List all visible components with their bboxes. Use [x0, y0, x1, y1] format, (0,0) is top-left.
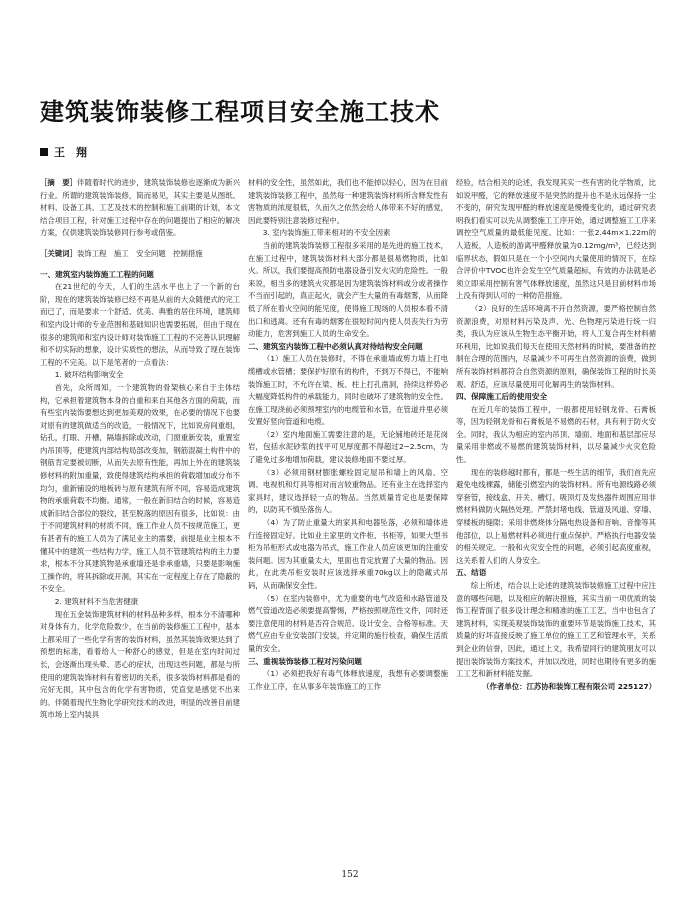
paragraph: 材料的安全性，虽然如此，我们也不能掉以轻心，因为在目前建筑装饰装修工程中，虽然每一种建筑装饰材料所含释发性有害物质的浓度很低，久而久之依然会给人体带来不好的感觉，因此要特别注意装修过程中。 [248, 178, 448, 225]
page-number: 152 [341, 870, 359, 880]
section-heading-3: 三、重视装饰装修工程对污染问题 [248, 656, 362, 666]
column-1 [40, 177, 240, 722]
paragraph: （2）室内地面施工需要注意的是，无论铺地砖还是花岗岩，包括水泥砂浆的找平可见厚度都不得超过2~2.5cm，为了避免过多地增加荷载，建议装修地面不要过厚。 [248, 429, 448, 465]
author-name: 王 翔 [54, 146, 87, 159]
article-title: 建筑装饰装修工程项目安全施工技术 [40, 98, 440, 126]
subheading: 3. 室内装饰施工带来相对的不安全因素 [262, 228, 391, 238]
paragraph: 经验，结合相关的论述，我发现其实一些有害的化学物质，比如说甲醛，它的释放速度不是突然的提升也不是永远保持一尘不变的，研究发现甲醛的释放速度是慢慢变化的，通过研究表明我们看实可以先从调整施工工序开始，通过调整施工工序来调控空气质量的最低能见度。比如：一张2.44m×1.22m的人造板，人造板的游离甲醛释放量为0.12mg/m³，已经达到临界状态，假如只是在一个小空间内大量使用的情况下，在综合评价中TVOC也许会发生空气质量超标，有效的办法就是必须立即采用控制有害气体释放速度，虽然这只是目前材料市场上没有得到认可的一种防范措施。 [456, 178, 656, 301]
section-heading-2: 二、建筑室内装饰工程中必须认真对待结构安全问题 [248, 341, 423, 351]
abstract: ［摘 要］伴随着时代的进步，建筑装饰装修也逐渐成为新兴行业。所谓的建筑装饰装修，简而易见，其实主要是从图纸、材料、设备工具、工艺及技术的控制和施工前期的计划，本文结合项目工程，针对施工过程中存在的问题提出了相应的解决方案，仅供建筑装饰装修同行参考或借鉴。 [40, 178, 240, 238]
paragraph: 在21世纪的今天，人们的生活水平也上了一个新的台阶，现在的建筑装饰装修已经不再是从前的大众随便式的完工而已了，而是要求一个舒适、优美、典雅的居住环境，建筑师和室内设计师的专业范围和基础知识也需要拓展，但由于现在很多的建筑师和室内设计师对装饰施工工程的不完善认识理解和不切实际的想象，设计实质性的想法，从而导致了现在装饰工程的不完美。以下是笔者的一点看法： [40, 282, 240, 367]
paragraph: （1）必须把我好有毒气体释放速度，我想有必要调整施工作业工序，在从事多年装饰施工的工作 [248, 669, 448, 691]
section-heading-1: 一、建筑室内装饰施工工程的问题 [40, 269, 154, 279]
square-bullet-icon [40, 148, 48, 156]
author-line [40, 144, 87, 160]
paragraph: 在近几年的装饰工程中，一般都使用轻钢龙骨、石膏板等，因为轻钢龙骨和石膏板是不易燃的石材，具有利于防火安全。同时，我认为相应的室内吊顶、墙面、地面和基层部应尽量采用非燃或不易燃的建筑装饰材料，以尽量减少火灾危险性。 [456, 404, 656, 465]
paragraph: （2）良好的生活环境离不开自然资源，要严格控制自然资源浪费，对原材料污染及声、光、色物理污染进行统一归类，我认为应该从生物生态平衡开始，将人工复合再生材料循环利用，比如说我们每天在使用天然材料的时候，要准备的控制在合理的范围内，尽量减少不可再生自然资源的浪费，做到所有装饰材料都符合自然资源的原则，确保装饰工程的时长美观、舒适，应该尽量使用可化解再生的装饰材料。 [456, 303, 656, 389]
paragraph: 首先，众所周知，一个建筑物的骨架核心来自于主体结构，它承担着建筑物本身的自重和来自其他各方面的荷载，而有些室内装饰要想达到更加美观的效果，在必要的情况下也要对原有的建筑做适当的改造，一般情况下，比如说房间重组，钻孔，打眼、开槽，隔墙拆除或改动，门窗重新安装，重置室内吊顶等，使建筑内部结构局部改变加，钢筋混凝土构件中的钢筋肯定要被切断，从而失去原有性能，再加上外在的建筑装修材料的附加重量，致使得建筑结构承担的荷载增加或分布不均匀，重新铺设的地板砖与原有建筑有所不同，容易造成建筑物的承重荷载不均衡。通常，一般在新旧结合的时候，容易造成新旧结合部位的裂纹，甚至脱落的原因有很多，比如说：由于不同建筑材料的材质不同，施工作业人员不按规范施工，更有甚者有的施工人员为了满足业主的需要，前提是业主根本不懂其中的建筑一些结构力学，施工人员不管建筑结构的主力要求，根本不分其建筑物是承重墙还是非承重墙，只要是影响施工操作的，将其拆除或开洞，其实在一定程度上存在了隐蔽的不安全。 [40, 382, 240, 594]
keywords: ［关键词］装饰工程 施工 安全问题 控制措施 [40, 248, 203, 258]
paragraph: 综上所述，结合以上论述的建筑装饰装修施工过程中应注意的哪些问题，以及相应的解决措施，其实当前一项优质的装饰工程背面了很多设计理念和精准的施工工艺，当中也包含了建筑材料，实现美观装饰装饰的重要环节是装饰施工技术，其质量的好坏直接反映了施工单位的施工工艺和管理水平，关系到企业的信誉，因此，通过上文，我希望同行的建筑朋友可以提出装饰装饰方案技术，并加以改进，同时也期待有更多的施工工艺和新材料能发掘。 [456, 581, 656, 679]
column-2 [248, 177, 448, 693]
subheading: 2. 建筑材料不当危害健康 [54, 597, 139, 606]
subheading: 1. 破坏结构影响安全 [54, 370, 124, 380]
paragraph: （5）在室内装修中，尤为重要的电气改造和水路管道及燃气管道改造必须要提高警惕，严格按照规范性文件，同时还要注意使用的材料是否符合规范、设计安全、合格等标准。天燃气应由专业安装部门安装，并定期的施行检查，确保生活质量的安全。 [248, 593, 448, 653]
paragraph: （1）施工人员在装修时，不得在承重墙或剪力墙上打电缆槽或水管槽；要保护好原有的构件，不到万不得已，不能响装饰施工时，不允许在梁、板、柱上打孔凿洞，持续这样势必大幅度降低构件的承载能力，同时也破坏了建筑物的安全性。在施工现浇前必须预埋室内的电缆管和水管，在管道并里必须安置好竖向管道和电缆。 [248, 354, 448, 427]
section-heading-5: 五、结语 [456, 568, 487, 578]
section-heading-4: 四、保障施工后的使用安全 [456, 392, 548, 402]
paragraph: （4）为了防止重量大的家具和电器坠落，必须和墙体进行连接固定好。比如业主家里的文件柜、书柜等，如果大型书柜为吊柜形式或电器为吊式，施工作业人员应该更加的注重安装问题。因为其重量太大，里面也肯定放置了大量的物品。因此，在此类吊柜安装时应该选择承重70kg以上的隐藏式吊码，从而确保安全性。 [248, 518, 448, 590]
paragraph: 当前的建筑装饰装修工程很多采用的是先进的施工技术，在施工过程中，建筑装饰材料大部分都是很易燃物质，比如火。所以，我们要提高预防电器设备引发火灾的危险性。一般来说，相当多的建筑火灾都是因为建筑装饰材料或分或者操作不当而引起的，真正起火，就会产生大量的有毒烟雾，从而降低了所在着火空间的能见度，使得施工现场的人员根本看不清出口和逃离。还有有毒的烟雾在很短时间内使人员丧失行为劳动能力，危害到施工人员的生命安全。 [248, 240, 448, 339]
column-3 [456, 177, 656, 693]
paragraph: 现在的装修越时都有，都是一些生活的细节，我们首先应避免电线裸露，储能引燃室内的装饰材料。所有电源线路必须穿套管，接线盒、开关、槽灯、吸顶灯及发热器件周围应用非燃材料做防火隔热处理。严禁封堵电线、管道及风道、穿墙、穿楼板的缝隙；采用非燃烧体分隔电热设备和音响、音像等其他部位，以上易燃材料必须进行重点保护。严格执行电器安装的相关规定。一般和火灾安全性的问题，必须引起高度重视，这关系着人们的人身安全。 [456, 467, 656, 565]
author-affiliation: （作者单位：江苏协和装饰工程有限公司 225127） [482, 681, 656, 691]
paragraph: 现在五金装饰建筑材料的材料品种多样，根本分不清哪种对身体有力，化学危险数少，在当前的装修施工工程中，基本上都采用了一些化学有害的装饰材料，虽然其装饰效果达到了预想的标准，看着给人一种舒心的感觉，但是在室内时间过长，会逐渐出现头晕、恶心的症状，出现这些问题，都是与所使用的建筑装饰材料有着密切的关系，很多装饰材料都是看的完好无损，其中包含的化学有害物质，凭直觉是感觉不出来的。伴随着现代生物化学研究技术的改进，明显的改善目前建筑市场上室内装具 [40, 609, 240, 720]
paragraph: （3）必须用钢材膨胀螺栓固定屋吊和墙上的风扇、空调、电视机和灯具等相对而言较重物品。还有业主在选择室内家具时，建议选择轻一点的物品。当然质量肯定也是要保障的，以防其不慎坠落伤人。 [248, 467, 448, 515]
